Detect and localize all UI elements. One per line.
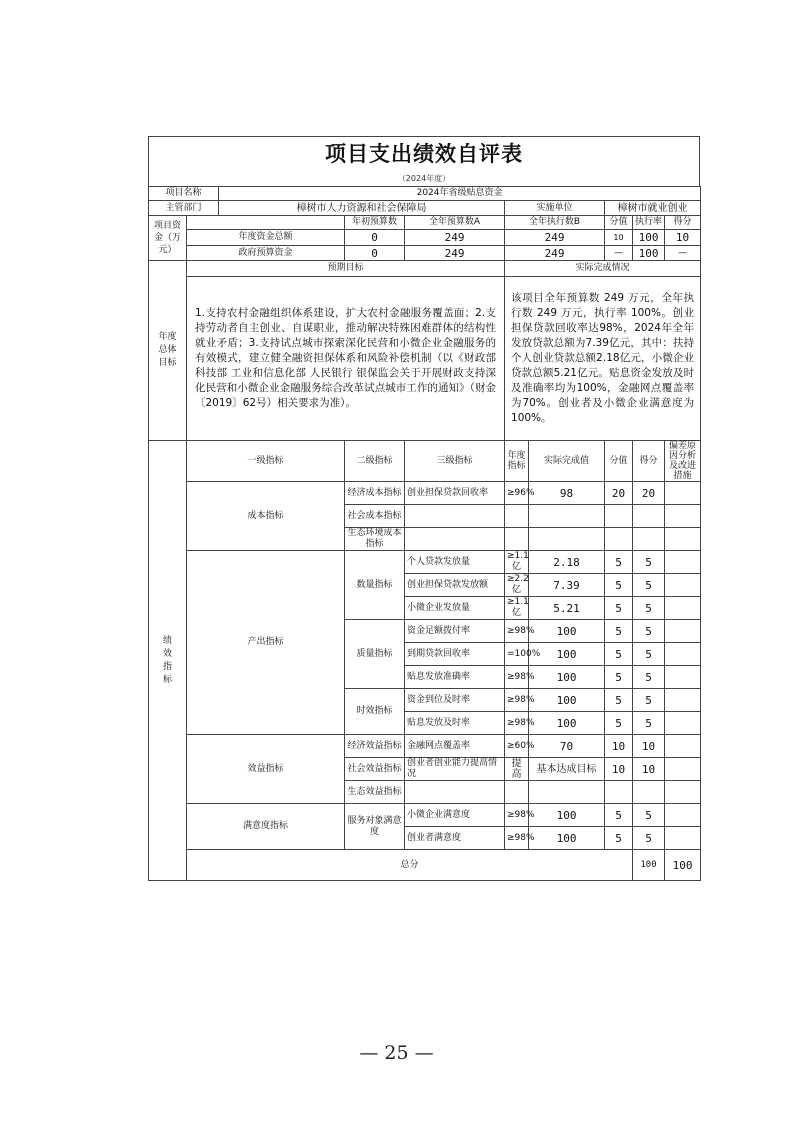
row-gov-score-value: — bbox=[605, 246, 633, 261]
indicator-name: 小微企业发放量 bbox=[405, 597, 505, 620]
indicator-name: 小微企业满意度 bbox=[405, 804, 505, 827]
indicator-value: 20 bbox=[605, 482, 633, 505]
indicator-name: 到期贷款回收率 bbox=[405, 643, 505, 666]
expected-label: 预期目标 bbox=[187, 261, 505, 277]
indicator-value: 5 bbox=[605, 551, 633, 574]
level2-econ-cost: 经济成本指标 bbox=[345, 482, 405, 505]
funds-label: 项目资金（万元） bbox=[149, 216, 187, 261]
form-year: （2024年度） bbox=[148, 171, 700, 186]
level2-eco-benefit: 生态效益指标 bbox=[345, 781, 405, 804]
row-total-exec-rate: 100 bbox=[633, 230, 665, 246]
indicator-value: 5 bbox=[605, 620, 633, 643]
indicator-actual: 7.39 bbox=[529, 574, 605, 597]
actual-label: 实际完成情况 bbox=[505, 261, 701, 277]
col-actual: 实际完成值 bbox=[529, 441, 605, 482]
indicator-value: 5 bbox=[605, 804, 633, 827]
objectives-side-label: 年度总体目标 bbox=[149, 261, 187, 441]
row-gov-score: — bbox=[665, 246, 701, 261]
indicator-score: 5 bbox=[633, 643, 665, 666]
indicator-target: ≥1.1亿 bbox=[505, 551, 529, 574]
indicator-name: 个人贷款发放量 bbox=[405, 551, 505, 574]
row-gov-initial: 0 bbox=[345, 246, 405, 261]
indicator-target: 提高 bbox=[505, 758, 529, 781]
level2-eco-cost: 生态环境成本指标 bbox=[345, 528, 405, 551]
indicator-actual: 5.21 bbox=[529, 597, 605, 620]
form-title: 项目支出绩效自评表 bbox=[148, 136, 700, 171]
indicator-score: 5 bbox=[633, 827, 665, 850]
evaluation-table bbox=[148, 186, 701, 881]
indicator-score: 20 bbox=[633, 482, 665, 505]
impl-label: 实施单位 bbox=[505, 201, 605, 216]
indicator-score: 5 bbox=[633, 689, 665, 712]
indicator-name: 创业者创业能力提高情况 bbox=[405, 758, 505, 781]
expected-text: 1.支持农村金融组织体系建设，扩大农村金融服务覆盖面；2.支持劳动者自主创业、自谋职业，推动解决特殊困难群体的结构性就业矛盾；3.支持试点城市探索深化民营和小微企业金融服务的有效模式，建立健全融资担保体系和风险补偿机制（以《财政部 科技部 工业和信息化部 人民银行 银保监会关于开展财政支持深化民营和小微企业金融服务综合改革试点城市工作的通知》（财金〔2019〕62号）相关要求为准）。 bbox=[187, 277, 505, 441]
indicator-name: 贴息发放及时率 bbox=[405, 712, 505, 735]
indicator-actual: 100 bbox=[529, 689, 605, 712]
row-total-budget: 249 bbox=[405, 230, 505, 246]
indicator-actual: 70 bbox=[529, 735, 605, 758]
col-score-value: 分值 bbox=[605, 216, 633, 230]
indicator-actual: 100 bbox=[529, 804, 605, 827]
indicator-score: 5 bbox=[633, 574, 665, 597]
indicator-score: 10 bbox=[633, 735, 665, 758]
indicator-value: 5 bbox=[605, 574, 633, 597]
col-deviation: 偏差原因分析及改进措施 bbox=[665, 441, 701, 482]
indicator-target: ≥60% bbox=[505, 735, 529, 758]
indicator-score: 5 bbox=[633, 666, 665, 689]
indicator-actual: 100 bbox=[529, 666, 605, 689]
level2-social-cost: 社会成本指标 bbox=[345, 505, 405, 528]
indicator-value: 5 bbox=[605, 597, 633, 620]
total-label: 总分 bbox=[187, 850, 633, 881]
indicator-score: 5 bbox=[633, 804, 665, 827]
indicator-target: ≥2.2亿 bbox=[505, 574, 529, 597]
col-level3: 三级指标 bbox=[405, 441, 505, 482]
indicators-side-label: 绩效指标 bbox=[149, 441, 187, 881]
row-gov-exec: 249 bbox=[505, 246, 605, 261]
level1-satisfaction: 满意度指标 bbox=[187, 804, 345, 850]
col-full-exec: 全年执行数B bbox=[505, 216, 605, 230]
indicator-value: 5 bbox=[605, 827, 633, 850]
indicator-actual: 100 bbox=[529, 643, 605, 666]
row-total-score: 10 bbox=[665, 230, 701, 246]
level2-social-benefit: 社会效益指标 bbox=[345, 758, 405, 781]
actual-text: 该项目全年预算数 249 万元，全年执行数 249 万元，执行率 100%。创业担保贷款回收率达98%，2024年全年发放贷款总额为7.39亿元，其中：扶持个人创业贷款总额2.18亿元，小微企业贷款总额5.21亿元。贴息资金发放及时及准确率均为100%，金融网点覆盖率为70%。创业者及小微企业满意度为100%。 bbox=[505, 277, 701, 441]
indicator-actual: 100 bbox=[529, 620, 605, 643]
performance-self-evaluation-sheet bbox=[148, 136, 700, 881]
row-total-initial: 0 bbox=[345, 230, 405, 246]
indicator-value: 5 bbox=[605, 643, 633, 666]
col-target: 年度指标 bbox=[505, 441, 529, 482]
level1-cost: 成本指标 bbox=[187, 482, 345, 551]
indicator-score: 5 bbox=[633, 712, 665, 735]
indicator-name: 创业者满意度 bbox=[405, 827, 505, 850]
indicator-target: ≥96% bbox=[505, 482, 529, 505]
level2-quality: 质量指标 bbox=[345, 620, 405, 689]
indicator-actual: 100 bbox=[529, 827, 605, 850]
indicator-score: 5 bbox=[633, 597, 665, 620]
dept: 樟树市人力资源和社会保障局 bbox=[219, 201, 505, 216]
indicator-target: ≥98% bbox=[505, 827, 529, 850]
indicator-name: 贴息发放准确率 bbox=[405, 666, 505, 689]
indicator-actual: 2.18 bbox=[529, 551, 605, 574]
col-full-budget: 全年预算数A bbox=[405, 216, 505, 230]
indicator-score: 5 bbox=[633, 620, 665, 643]
indicator-value: 10 bbox=[605, 758, 633, 781]
indicator-value: 10 bbox=[605, 735, 633, 758]
row-gov-exec-rate: 100 bbox=[633, 246, 665, 261]
indicator-actual: 98 bbox=[529, 482, 605, 505]
level1-benefit: 效益指标 bbox=[187, 735, 345, 804]
level1-output: 产出指标 bbox=[187, 551, 345, 735]
col-score: 得分 bbox=[633, 441, 665, 482]
indicator-score: 10 bbox=[633, 758, 665, 781]
col-initial: 年初预算数 bbox=[345, 216, 405, 230]
row-gov-label: 政府预算资金 bbox=[187, 246, 345, 261]
indicator-target: ≥98% bbox=[505, 620, 529, 643]
indicator-name: 金融网点覆盖率 bbox=[405, 735, 505, 758]
col-level1: 一级指标 bbox=[187, 441, 345, 482]
level2-service-satisfaction: 服务对象满意度 bbox=[345, 804, 405, 850]
level2-timeliness: 时效指标 bbox=[345, 689, 405, 735]
indicator-target: =100% bbox=[505, 643, 529, 666]
page-number: — 25 — bbox=[359, 1042, 434, 1064]
indicator-value: 5 bbox=[605, 666, 633, 689]
impl-unit: 樟树市就业创业 bbox=[605, 201, 701, 216]
total-score: 100 bbox=[665, 850, 701, 881]
indicator-target: ≥98% bbox=[505, 804, 529, 827]
indicator-target: ≥98% bbox=[505, 666, 529, 689]
level2-quantity: 数量指标 bbox=[345, 551, 405, 620]
level2-econ-benefit: 经济效益指标 bbox=[345, 735, 405, 758]
indicator-name: 资金足额拨付率 bbox=[405, 620, 505, 643]
indicator-name: 资金到位及时率 bbox=[405, 689, 505, 712]
indicator-target: ≥98% bbox=[505, 689, 529, 712]
indicator-value: 5 bbox=[605, 712, 633, 735]
indicator-actual: 基本达成目标 bbox=[529, 758, 605, 781]
indicator-name: 创业担保贷款回收率 bbox=[405, 482, 505, 505]
indicator-target: ≥98% bbox=[505, 712, 529, 735]
row-total-score-value: 10 bbox=[605, 230, 633, 246]
indicator-value: 5 bbox=[605, 689, 633, 712]
project-name-label: 项目名称 bbox=[149, 187, 219, 201]
col-score: 得分 bbox=[665, 216, 701, 230]
indicator-name: 创业担保贷款发放额 bbox=[405, 574, 505, 597]
col-value: 分值 bbox=[605, 441, 633, 482]
indicator-score: 5 bbox=[633, 551, 665, 574]
row-total-exec: 249 bbox=[505, 230, 605, 246]
col-exec-rate: 执行率 bbox=[633, 216, 665, 230]
row-gov-budget: 249 bbox=[405, 246, 505, 261]
project-name: 2024年省级贴息资金 bbox=[219, 187, 701, 201]
indicator-actual: 100 bbox=[529, 712, 605, 735]
col-level2: 二级指标 bbox=[345, 441, 405, 482]
total-value: 100 bbox=[633, 850, 665, 881]
dept-label: 主管部门 bbox=[149, 201, 219, 216]
row-total-label: 年度资金总额 bbox=[187, 230, 345, 246]
indicator-target: ≥1.1亿 bbox=[505, 597, 529, 620]
